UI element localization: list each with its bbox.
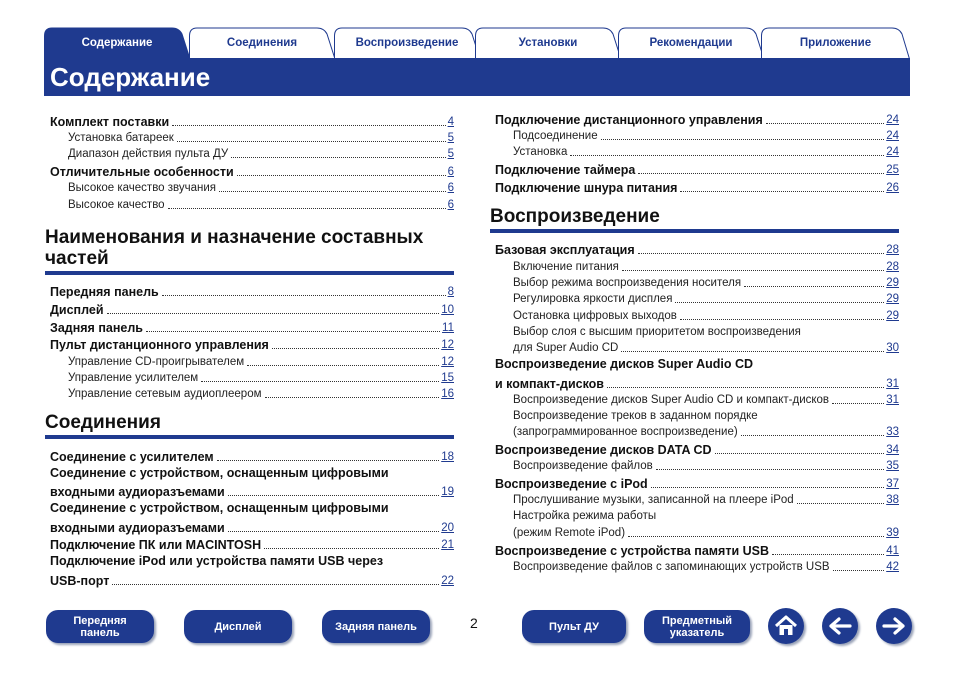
page-link[interactable]: 15 (441, 371, 454, 384)
dot-leader (651, 487, 885, 488)
toc-entry-title: Воспроизведение с устройства памяти USB (495, 543, 770, 558)
dot-leader (766, 123, 884, 124)
toc-entry[interactable] (50, 571, 454, 589)
toc-entry-title: Прослушивание музыки, записанной на плеере iPod (513, 494, 794, 507)
dot-leader (237, 175, 446, 176)
page-title: Содержание (50, 62, 211, 92)
toc-entry[interactable] (495, 340, 899, 356)
toc-entry-line[interactable]: Соединение с устройством, оснащенным цифровыми (50, 501, 389, 516)
dot-leader (228, 531, 439, 532)
dot-leader (744, 286, 884, 287)
display-button[interactable] (184, 610, 292, 643)
dot-leader (231, 157, 445, 158)
page-link[interactable]: 4 (447, 115, 454, 128)
page-link[interactable]: 18 (441, 450, 454, 463)
dot-leader (172, 125, 445, 126)
dot-leader (621, 351, 884, 352)
toc-entry-line[interactable]: Воспроизведение дисков Super Audio CD (495, 357, 754, 372)
toc-entry-title: Воспроизведение с iPod (495, 477, 648, 492)
tab-label: Рекомендации (649, 37, 733, 49)
page-link[interactable]: 25 (886, 163, 899, 176)
dot-leader (146, 331, 440, 332)
page-number: 2 (470, 615, 478, 631)
tab-label: Содержание (81, 37, 153, 49)
toc-entry-title: Дисплей (50, 302, 104, 317)
dot-leader (638, 173, 884, 174)
section-header (45, 412, 454, 439)
toc-entry-title: Высокое качество (68, 198, 165, 211)
toc-entry-title: Выбор режима воспроизведения носителя (513, 276, 742, 289)
toc-entry-title: Управление усилителем (68, 371, 199, 384)
tab-label: Воспроизведение (355, 37, 459, 49)
page-link[interactable]: 38 (886, 494, 899, 507)
page-link[interactable]: 42 (886, 560, 899, 573)
page-link[interactable]: 28 (886, 260, 899, 273)
toc-entry[interactable] (50, 518, 454, 536)
dot-leader (264, 548, 439, 549)
button-label: Передняя панель (73, 614, 127, 639)
page-link[interactable]: 12 (441, 339, 454, 352)
page-link[interactable]: 22 (441, 574, 454, 587)
dot-leader (219, 191, 446, 192)
page-link[interactable]: 6 (447, 182, 454, 195)
page-link[interactable]: 29 (886, 309, 899, 322)
toc-entry-title: Диапазон действия пульта ДУ (68, 148, 229, 161)
toc-entry-title: для Super Audio CD (513, 342, 619, 355)
toc-entry[interactable] (495, 458, 899, 474)
toc-entry-title: входными аудиоразъемами (50, 520, 225, 535)
toc-entry[interactable] (495, 525, 899, 541)
toc-entry[interactable] (495, 160, 899, 178)
page-link[interactable]: 12 (441, 355, 454, 368)
button-label: Пульт ДУ (549, 620, 599, 633)
toc-entry-title: Пульт дистанционного управления (50, 338, 269, 353)
dot-leader (772, 554, 884, 555)
footer-nav (0, 607, 954, 647)
page-link[interactable]: 6 (447, 165, 454, 178)
page-link[interactable]: 24 (886, 146, 899, 159)
dot-leader (570, 155, 884, 156)
dot-leader (201, 381, 439, 382)
home-button[interactable] (768, 608, 804, 644)
toc-entry[interactable] (495, 492, 899, 508)
toc-entry-title: Передняя панель (50, 285, 159, 300)
page-link[interactable]: 31 (886, 377, 899, 390)
toc-entry[interactable] (495, 110, 899, 128)
page-link[interactable]: 26 (886, 181, 899, 194)
page-link[interactable]: 35 (886, 460, 899, 473)
toc-entry-title: Установка (513, 146, 568, 159)
page-link[interactable]: 16 (441, 388, 454, 401)
tab-label: Установки (518, 37, 578, 49)
dot-leader (265, 397, 440, 398)
toc-group (495, 110, 899, 196)
page-link[interactable]: 21 (441, 539, 454, 552)
toc-entry-title: Отличительные особенности (50, 164, 234, 179)
toc-entry-title: Соединение с усилителем (50, 449, 214, 464)
toc-entry-title: Включение питания (513, 260, 619, 273)
arrow-left-icon (822, 608, 858, 644)
toc-entry-title: USB-порт (50, 573, 110, 588)
toc-entry[interactable] (50, 162, 454, 180)
section-title-line: Наименования и назначение составных (45, 226, 424, 248)
tab-contents[interactable] (44, 26, 190, 59)
toc-entry-title: Воспроизведение файлов с запоминающих устройств USB (513, 560, 830, 573)
tab-playback[interactable] (334, 26, 480, 59)
toc-entry[interactable] (495, 424, 899, 440)
toc-entry-line[interactable]: Соединение с устройством, оснащенным цифровыми (50, 465, 389, 480)
page-link[interactable]: 39 (886, 526, 899, 539)
toc-entry-title: (режим Remote iPod) (513, 526, 626, 539)
section-rule (45, 271, 454, 275)
page-link[interactable]: 24 (886, 113, 899, 126)
toc-entry[interactable] (50, 353, 454, 369)
toc-entry-title: Управление CD-проигрывателем (68, 355, 245, 368)
toc-entry-title: Подключение дистанционного управления (495, 112, 763, 127)
section-title (45, 227, 454, 270)
toc-right-column (490, 110, 899, 575)
toc-entry[interactable] (50, 318, 454, 336)
dot-leader (628, 536, 884, 537)
toc-entry[interactable] (50, 146, 454, 162)
toc-entry-title: (запрограммированное воспроизведение) (513, 426, 738, 439)
toc-entry-title: Подключение шнура питания (495, 180, 678, 195)
toc-entry[interactable] (50, 130, 454, 146)
toc-entry-title: Комплект поставки (50, 114, 170, 129)
toc-group (50, 447, 454, 589)
toc-entry-line[interactable]: Подключение iPod или устройства памяти USB через (50, 554, 384, 569)
toc-entry[interactable] (495, 144, 899, 160)
toc-group (50, 112, 454, 213)
dot-leader (177, 141, 446, 142)
page-link[interactable]: 6 (447, 198, 454, 211)
toc-entry-title: Подключение ПК или MACINTOSH (50, 538, 262, 553)
toc-entry-line[interactable]: Выбор слоя с высшим приоритетом воспроизведения (513, 325, 801, 338)
toc-entry[interactable] (50, 283, 454, 301)
toc-entry[interactable] (495, 307, 899, 323)
page-link[interactable]: 34 (886, 444, 899, 457)
toc-entry[interactable] (50, 196, 454, 212)
tab-bar (44, 26, 910, 59)
toc-entry-title: Установка батареек (68, 131, 174, 144)
dot-leader (162, 295, 446, 296)
page-link[interactable]: 29 (886, 293, 899, 306)
toc-entry-title: Подсоединение (513, 129, 598, 142)
toc-entry[interactable] (50, 180, 454, 196)
section-rule (490, 229, 899, 233)
page-link[interactable]: 8 (447, 286, 454, 299)
dot-leader (797, 503, 885, 504)
rear-panel-button[interactable] (322, 610, 430, 643)
forward-button[interactable] (876, 608, 912, 644)
toc-entry[interactable] (495, 559, 899, 575)
toc-entry[interactable] (495, 374, 899, 392)
back-button[interactable] (822, 608, 858, 644)
page-link[interactable]: 11 (442, 321, 454, 334)
toc-entry-title: Воспроизведение файлов (513, 460, 653, 473)
dot-leader (741, 435, 885, 436)
toc-entry[interactable] (495, 178, 899, 196)
toc-entry[interactable] (50, 336, 454, 354)
page-link[interactable]: 37 (886, 478, 899, 491)
dot-leader (272, 348, 439, 349)
toc-entry-title: Управление сетевым аудиоплеером (68, 388, 262, 401)
page-link[interactable]: 10 (441, 303, 454, 316)
dot-leader (622, 270, 884, 271)
toc-entry-title: входными аудиоразъемами (50, 485, 225, 500)
dot-leader (217, 460, 440, 461)
toc-entry-title: Воспроизведение дисков DATA CD (495, 443, 712, 458)
page-link[interactable]: 5 (447, 148, 454, 161)
toc-entry-line[interactable]: Воспроизведение треков в заданном порядке (513, 409, 758, 422)
page-link[interactable]: 31 (886, 393, 899, 406)
page-link[interactable]: 33 (886, 426, 899, 439)
page-link[interactable]: 41 (886, 544, 899, 557)
toc-entry-title: Задняя панель (50, 320, 143, 335)
button-label: Дисплей (214, 620, 262, 633)
toc-entry[interactable] (495, 241, 899, 259)
dot-leader (107, 313, 440, 314)
page-link[interactable]: 29 (886, 276, 899, 289)
toc-group (50, 283, 454, 403)
toc-entry[interactable] (50, 370, 454, 386)
tab-settings[interactable] (475, 26, 621, 59)
tab-label: Соединения (226, 37, 298, 49)
toc-entry[interactable] (50, 483, 454, 501)
toc-entry[interactable] (495, 440, 899, 458)
toc-entry-title: Подключение таймера (495, 162, 636, 177)
toc-entry[interactable] (495, 258, 899, 274)
front-panel-button[interactable] (46, 610, 154, 643)
toc-left-column (45, 112, 454, 589)
section-header (45, 227, 454, 275)
dot-leader (601, 139, 885, 140)
page-link[interactable]: 28 (886, 244, 899, 257)
dot-leader (832, 403, 884, 404)
tab-tips[interactable] (618, 26, 764, 59)
index-button[interactable] (644, 610, 750, 643)
toc-entry[interactable] (50, 447, 454, 465)
toc-entry-title: Высокое качество звучания (68, 182, 217, 195)
dot-leader (675, 302, 884, 303)
toc-entry-title: Остановка цифровых выходов (513, 309, 677, 322)
home-icon (768, 608, 804, 644)
toc-entry[interactable] (50, 536, 454, 554)
page-link[interactable]: 30 (886, 342, 899, 355)
button-label: Задняя панель (335, 620, 417, 633)
page-link[interactable]: 5 (447, 131, 454, 144)
toc-entry[interactable] (495, 291, 899, 307)
dot-leader (680, 319, 884, 320)
toc-entry-title: Регулировка яркости дисплея (513, 293, 673, 306)
dot-leader (715, 453, 885, 454)
tab-label: Приложение (799, 37, 872, 49)
toc-entry-line[interactable]: Настройка режима работы (513, 510, 657, 523)
section-title-line: частей (45, 247, 109, 269)
dot-leader (680, 191, 884, 192)
toc-entry[interactable] (50, 386, 454, 402)
toc-entry[interactable] (495, 392, 899, 408)
dot-leader (638, 253, 885, 254)
page-link[interactable]: 20 (441, 521, 454, 534)
toc-entry[interactable] (495, 128, 899, 144)
section-rule (45, 435, 454, 439)
tab-connections[interactable] (189, 26, 335, 59)
page-link[interactable]: 19 (441, 486, 454, 499)
toc-entry-title: Базовая эксплуатация (495, 243, 635, 258)
toc-entry[interactable] (495, 541, 899, 559)
toc-entry[interactable] (495, 474, 899, 492)
dot-leader (247, 365, 439, 366)
section-header (490, 206, 899, 233)
toc-group (495, 241, 899, 575)
toc-entry[interactable] (50, 300, 454, 318)
dot-leader (228, 495, 439, 496)
dot-leader (112, 584, 439, 585)
page-link[interactable]: 24 (886, 129, 899, 142)
toc-entry-title: и компакт-дисков (495, 376, 604, 391)
toc-entry-title: Воспроизведение дисков Super Audio CD и компакт-дисков (513, 393, 830, 406)
button-label: Предметный указатель (661, 614, 733, 639)
remote-control-button[interactable] (522, 610, 626, 643)
dot-leader (168, 208, 446, 209)
arrow-right-icon (876, 608, 912, 644)
dot-leader (656, 469, 884, 470)
toc-entry[interactable] (495, 275, 899, 291)
title-bar (44, 58, 910, 96)
dot-leader (833, 570, 885, 571)
section-title: Воспроизведение (490, 205, 660, 227)
toc-entry[interactable] (50, 112, 454, 130)
tab-appendix[interactable] (761, 26, 910, 59)
section-title: Соединения (45, 412, 161, 434)
dot-leader (607, 387, 884, 388)
